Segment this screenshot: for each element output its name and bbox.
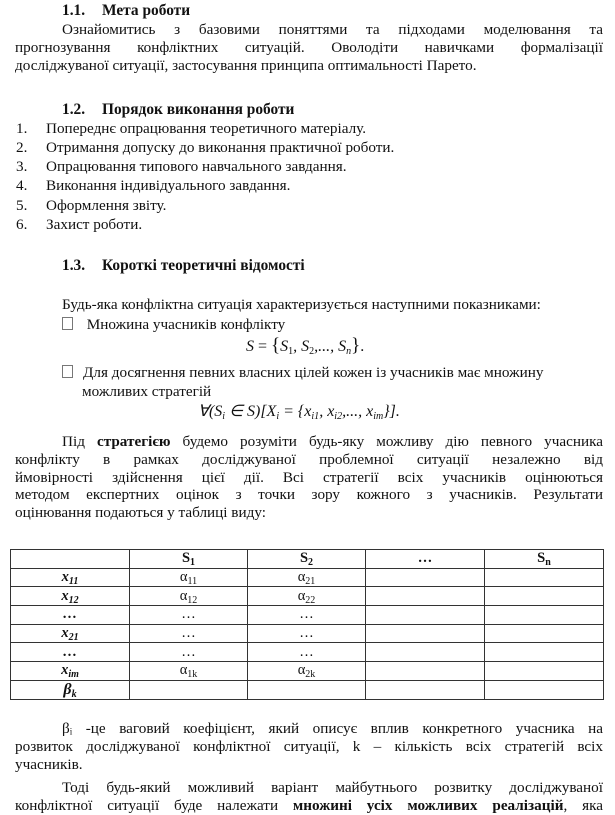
cell-text: α [297, 587, 306, 604]
table-header-cell [248, 550, 366, 569]
list-text: Отримання допуску до виконання практичної роботи. [46, 139, 395, 156]
table-row [11, 568, 604, 587]
cell-sub: 11 [68, 576, 79, 588]
list-item [16, 120, 366, 137]
table-cell [248, 606, 366, 625]
final-paragraph [15, 779, 603, 815]
table-header-cell [130, 550, 248, 569]
formula-part: ,..., x [342, 403, 374, 420]
cell-text: α [179, 569, 188, 586]
table-row [11, 680, 604, 699]
formula-part: ∀(S [198, 403, 223, 420]
row-label [11, 680, 130, 699]
paragraph-line: Тоді будь-який можливий варіант майбутнього розвитку досліджуваної [62, 779, 603, 796]
table-header-row [11, 550, 604, 569]
text-run: конфліктної ситуації буде належати [15, 796, 293, 814]
cell-sub: k [71, 689, 77, 701]
text-run: Під [62, 433, 97, 450]
paragraph-line: конфлікту в рамках досліджуваної проблемної ситуації незалежно від [15, 450, 603, 468]
cell-sub: 1 [190, 557, 196, 569]
table-row [11, 587, 604, 606]
cell-text: S [181, 550, 191, 567]
cell-text: … [181, 625, 196, 642]
cell-sub: im [68, 669, 79, 681]
formula-part: } [351, 335, 361, 356]
formula-part: n [346, 346, 352, 357]
cell-text: … [181, 606, 196, 623]
table-cell [130, 587, 248, 606]
section-number: 1.3. [62, 257, 86, 274]
list-text: Виконання індивідуального завдання. [46, 177, 291, 194]
table-row [11, 624, 604, 643]
table-cell [366, 662, 485, 681]
table-cell [248, 568, 366, 587]
cell-text: … [299, 625, 314, 642]
table-cell [485, 643, 604, 662]
table-cell [366, 568, 485, 587]
formula-part: i1 [311, 411, 320, 422]
table-cell [130, 606, 248, 625]
list-item [16, 197, 166, 214]
row-label [11, 568, 130, 587]
cell-text: α [297, 569, 306, 586]
cell-sub: 1k [187, 669, 198, 681]
bullet-text: можливих стратегій [82, 383, 212, 400]
goal-paragraph [15, 21, 603, 74]
list-text: Оформлення звіту. [46, 197, 167, 214]
paragraph-line: учасників. [15, 755, 83, 773]
row-label [11, 624, 130, 643]
formula-part: = {x [279, 403, 312, 420]
table-cell [485, 680, 604, 699]
bullet-item [62, 316, 285, 333]
section-heading-1-3 [62, 257, 305, 274]
list-text: Попереднє опрацювання теоретичного матеріалу. [46, 120, 367, 137]
beta-paragraph [15, 720, 603, 773]
cell-sub: 21 [68, 632, 79, 644]
section-number: 1.1. [62, 2, 86, 19]
table-cell [130, 662, 248, 681]
formula-part: im [373, 411, 384, 422]
table-row [11, 643, 604, 662]
section-heading-1-2 [62, 101, 294, 118]
formula-part: . [360, 338, 365, 355]
cell-text: α [179, 662, 188, 679]
table-cell [485, 568, 604, 587]
list-item [16, 177, 290, 194]
table-row [11, 662, 604, 681]
cell-text: β [63, 681, 72, 699]
cell-sub: 12 [68, 594, 79, 606]
row-label [11, 606, 130, 625]
table-cell [248, 643, 366, 662]
paragraph-line: прогнозування конфліктних ситуацій. Оволодіти навичками формалізації [15, 38, 603, 56]
paragraph-line: розвиток досліджуваної конфліктної ситуації, k – кількість всіх стратегій всіх [15, 737, 603, 755]
table-cell [130, 568, 248, 587]
table-cell [485, 606, 604, 625]
paragraph-line: оцінювання подаються у таблиці виду: [15, 504, 266, 522]
paragraph-line: ймовірності здійснення цієї дії. Всі стратегії всіх учасників оцінюються [15, 468, 603, 486]
cell-text: … [62, 606, 78, 623]
formula-part: , S [293, 338, 310, 355]
formula-part: ,..., S [314, 338, 347, 355]
table-cell [248, 680, 366, 699]
cell-sub: 21 [305, 576, 316, 588]
formula-part: i2 [334, 411, 343, 422]
list-number: 4. [16, 177, 28, 194]
list-item [16, 139, 394, 156]
strategy-paragraph [15, 433, 603, 522]
row-label [11, 587, 130, 606]
formula-part: S [246, 338, 254, 355]
text-run-bold: множині усіх можливих реалізацій [292, 796, 564, 814]
paragraph-line: досліджуваної ситуації, застосування принципа оптимальності Парето. [15, 56, 477, 74]
cell-text: x [61, 569, 69, 586]
paragraph-line: методом експертних оцінок з точки зору кожного з учасників. Результати [15, 486, 603, 504]
section-number: 1.2. [62, 101, 86, 118]
table-cell [366, 624, 485, 643]
table-cell [248, 587, 366, 606]
table-cell [366, 587, 485, 606]
paragraph-line [15, 433, 603, 451]
table-cell [366, 606, 485, 625]
formula-part: { [271, 335, 281, 356]
table-cell [248, 624, 366, 643]
cell-text: … [299, 606, 314, 623]
formula-part: S [280, 338, 289, 355]
cell-text: α [297, 662, 306, 679]
paragraph-line: βᵢ -це ваговий коефіцієнт, який описує вплив конкретного учасника на [62, 720, 603, 737]
cell-sub: 2k [305, 669, 316, 681]
table-cell [485, 587, 604, 606]
cell-sub: 12 [187, 594, 198, 606]
list-number: 3. [16, 158, 28, 175]
list-text: Захист роботи. [46, 216, 143, 233]
cell-text: … [181, 643, 196, 660]
row-label [11, 662, 130, 681]
cell-text: S [537, 550, 546, 567]
formula-participants [246, 337, 364, 355]
cell-text: … [62, 643, 78, 660]
paragraph-line: Будь-яка конфліктна ситуація характеризується наступними показниками: [62, 296, 541, 313]
paragraph-line [15, 797, 603, 815]
table-row [11, 606, 604, 625]
cell-text: … [299, 643, 314, 660]
list-number: 6. [16, 216, 28, 233]
cell-sub: 2 [308, 557, 314, 569]
cell-sub: 22 [305, 594, 316, 606]
section-title: Порядок виконання роботи [102, 101, 295, 118]
formula-strategies [198, 403, 400, 420]
evaluation-table [10, 549, 604, 700]
list-number: 1. [16, 120, 28, 137]
cell-text: S [299, 550, 309, 567]
table-cell [485, 624, 604, 643]
paragraph-line: Ознайомитись з базовими поняттями та підходами моделювання та [62, 21, 603, 38]
text-run-bold: стратегією [96, 433, 171, 450]
formula-part: 1 [288, 346, 294, 357]
formula-part: }]. [383, 403, 400, 420]
list-item [16, 216, 142, 233]
list-text: Опрацювання типового навчального завдання. [46, 158, 347, 175]
formula-part: ∈ S)[X [225, 403, 277, 420]
table-header-cell [485, 550, 604, 569]
cell-text: α [179, 587, 188, 604]
text-run: будемо розуміти будь-яку можливу дію певного учасника [170, 433, 603, 450]
table-cell [248, 662, 366, 681]
row-label [11, 643, 130, 662]
formula-part: i [222, 411, 226, 422]
table-header-cell [366, 550, 485, 569]
formula-part: = [258, 338, 268, 355]
list-item [16, 158, 347, 175]
table-cell [130, 680, 248, 699]
formula-part: i [276, 411, 280, 422]
table-cell [366, 643, 485, 662]
bullet-text: Для досягнення певних власних цілей кожен із учасників має множину [83, 364, 544, 381]
cell-text: x [61, 625, 69, 642]
cell-sub: 11 [187, 576, 198, 588]
table-header-cell [11, 550, 130, 569]
section-title: Мета роботи [102, 2, 191, 19]
formula-part: 2 [309, 346, 315, 357]
cell-text: … [417, 550, 433, 567]
table-cell [130, 624, 248, 643]
list-number: 5. [16, 197, 28, 214]
table-cell [485, 662, 604, 681]
section-title: Короткі теоретичні відомості [102, 257, 305, 274]
bullet-text: Множина учасників конфлікту [86, 316, 286, 333]
bullet-item [62, 364, 603, 400]
section-heading-1-1 [62, 2, 190, 19]
table-cell [366, 680, 485, 699]
cell-text: x [61, 662, 69, 679]
cell-sub: n [545, 557, 551, 569]
intro-line [62, 296, 603, 314]
list-number: 2. [16, 139, 28, 156]
table-cell [130, 643, 248, 662]
bullet-box-icon [62, 317, 73, 330]
formula-part: , x [319, 403, 335, 420]
text-run: , яка [563, 796, 603, 814]
cell-text: x [61, 587, 69, 604]
bullet-box-icon [62, 365, 73, 378]
